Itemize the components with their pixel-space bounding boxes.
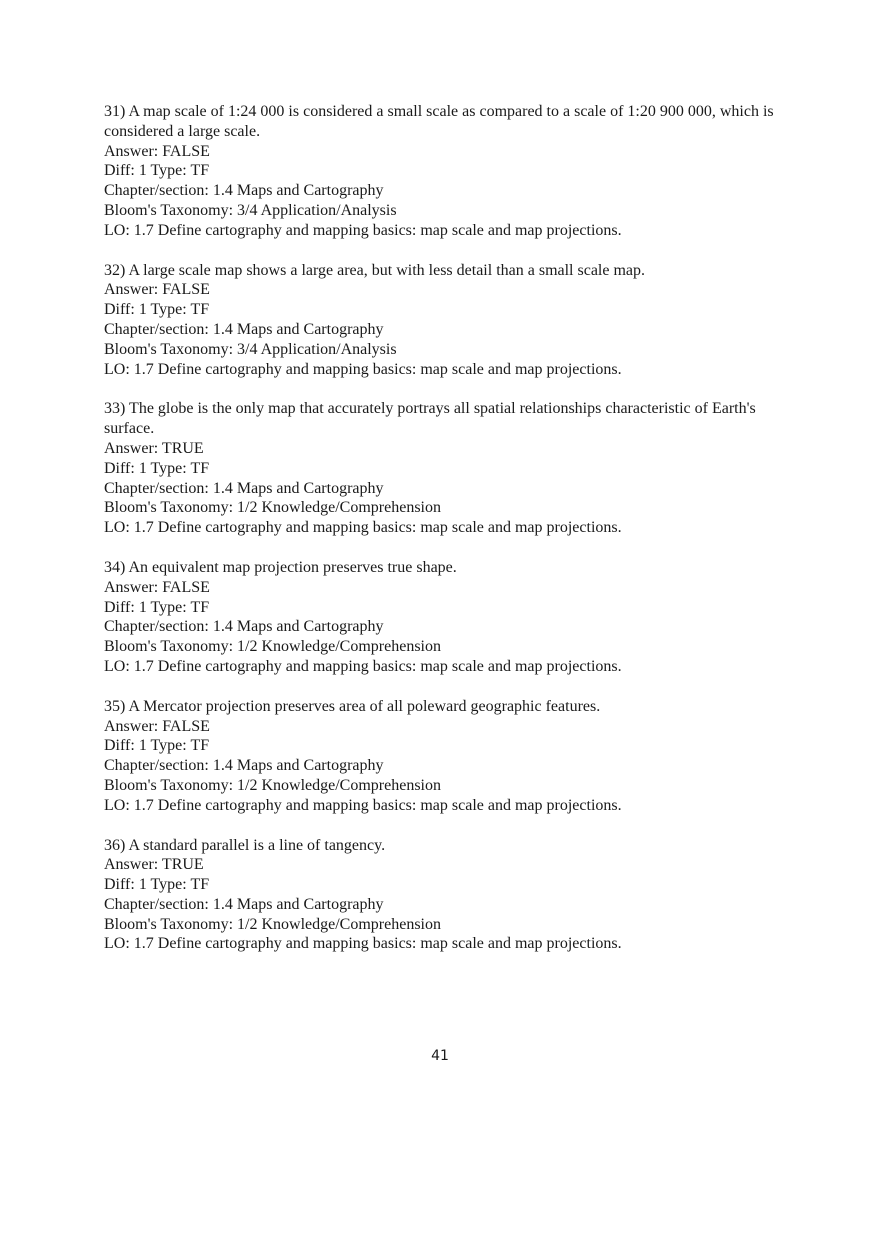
question-item <box>104 102 784 241</box>
question-item <box>104 697 784 816</box>
question-difficulty: Diff: 1 Type: TF <box>104 301 210 319</box>
question-difficulty: Diff: 1 Type: TF <box>104 598 210 616</box>
question-learning-objective: LO: 1.7 Define cartography and mapping basics: map scale and map projections. <box>104 935 622 953</box>
question-bloom: Bloom's Taxonomy: 1/2 Knowledge/Comprehension <box>104 776 441 794</box>
question-answer: Answer: TRUE <box>104 439 204 457</box>
question-item <box>104 399 784 538</box>
question-answer: Answer: FALSE <box>104 142 210 160</box>
question-stem: 36) A standard parallel is a line of tangency. <box>104 836 386 854</box>
question-learning-objective: LO: 1.7 Define cartography and mapping basics: map scale and map projections. <box>104 360 622 378</box>
page-number: 41 <box>431 1048 449 1064</box>
question-chapter: Chapter/section: 1.4 Maps and Cartography <box>104 757 384 775</box>
question-chapter: Chapter/section: 1.4 Maps and Cartography <box>104 895 384 913</box>
question-difficulty: Diff: 1 Type: TF <box>104 162 210 180</box>
question-difficulty: Diff: 1 Type: TF <box>104 876 210 894</box>
question-answer: Answer: TRUE <box>104 856 204 874</box>
question-item <box>104 836 784 955</box>
question-bloom: Bloom's Taxonomy: 1/2 Knowledge/Comprehension <box>104 499 441 517</box>
question-bloom: Bloom's Taxonomy: 3/4 Application/Analysis <box>104 201 397 219</box>
question-stem: 33) The globe is the only map that accurately portrays all spatial relationships characteristic of Earth's surface. <box>104 400 756 438</box>
question-stem: 32) A large scale map shows a large area, but with less detail than a small scale map. <box>104 261 646 279</box>
question-learning-objective: LO: 1.7 Define cartography and mapping basics: map scale and map projections. <box>104 221 622 239</box>
question-item <box>104 558 784 677</box>
question-item <box>104 261 784 380</box>
question-chapter: Chapter/section: 1.4 Maps and Cartography <box>104 618 384 636</box>
question-difficulty: Diff: 1 Type: TF <box>104 737 210 755</box>
question-answer: Answer: FALSE <box>104 578 210 596</box>
question-learning-objective: LO: 1.7 Define cartography and mapping basics: map scale and map projections. <box>104 657 622 675</box>
question-stem: 35) A Mercator projection preserves area of all poleward geographic features. <box>104 697 601 715</box>
question-learning-objective: LO: 1.7 Define cartography and mapping basics: map scale and map projections. <box>104 796 622 814</box>
question-bloom: Bloom's Taxonomy: 3/4 Application/Analysis <box>104 340 397 358</box>
question-chapter: Chapter/section: 1.4 Maps and Cartography <box>104 182 384 200</box>
question-chapter: Chapter/section: 1.4 Maps and Cartography <box>104 320 384 338</box>
question-bloom: Bloom's Taxonomy: 1/2 Knowledge/Comprehension <box>104 915 441 933</box>
question-stem: 34) An equivalent map projection preserves true shape. <box>104 558 457 576</box>
question-bloom: Bloom's Taxonomy: 1/2 Knowledge/Comprehension <box>104 638 441 656</box>
question-list <box>104 102 784 974</box>
question-stem: 31) A map scale of 1:24 000 is considered a small scale as compared to a scale of 1:20 900 000, which is considered a large scale. <box>104 103 774 140</box>
question-chapter: Chapter/section: 1.4 Maps and Cartography <box>104 479 384 497</box>
question-learning-objective: LO: 1.7 Define cartography and mapping basics: map scale and map projections. <box>104 519 622 537</box>
question-answer: Answer: FALSE <box>104 717 210 735</box>
question-answer: Answer: FALSE <box>104 281 210 299</box>
question-difficulty: Diff: 1 Type: TF <box>104 459 210 477</box>
